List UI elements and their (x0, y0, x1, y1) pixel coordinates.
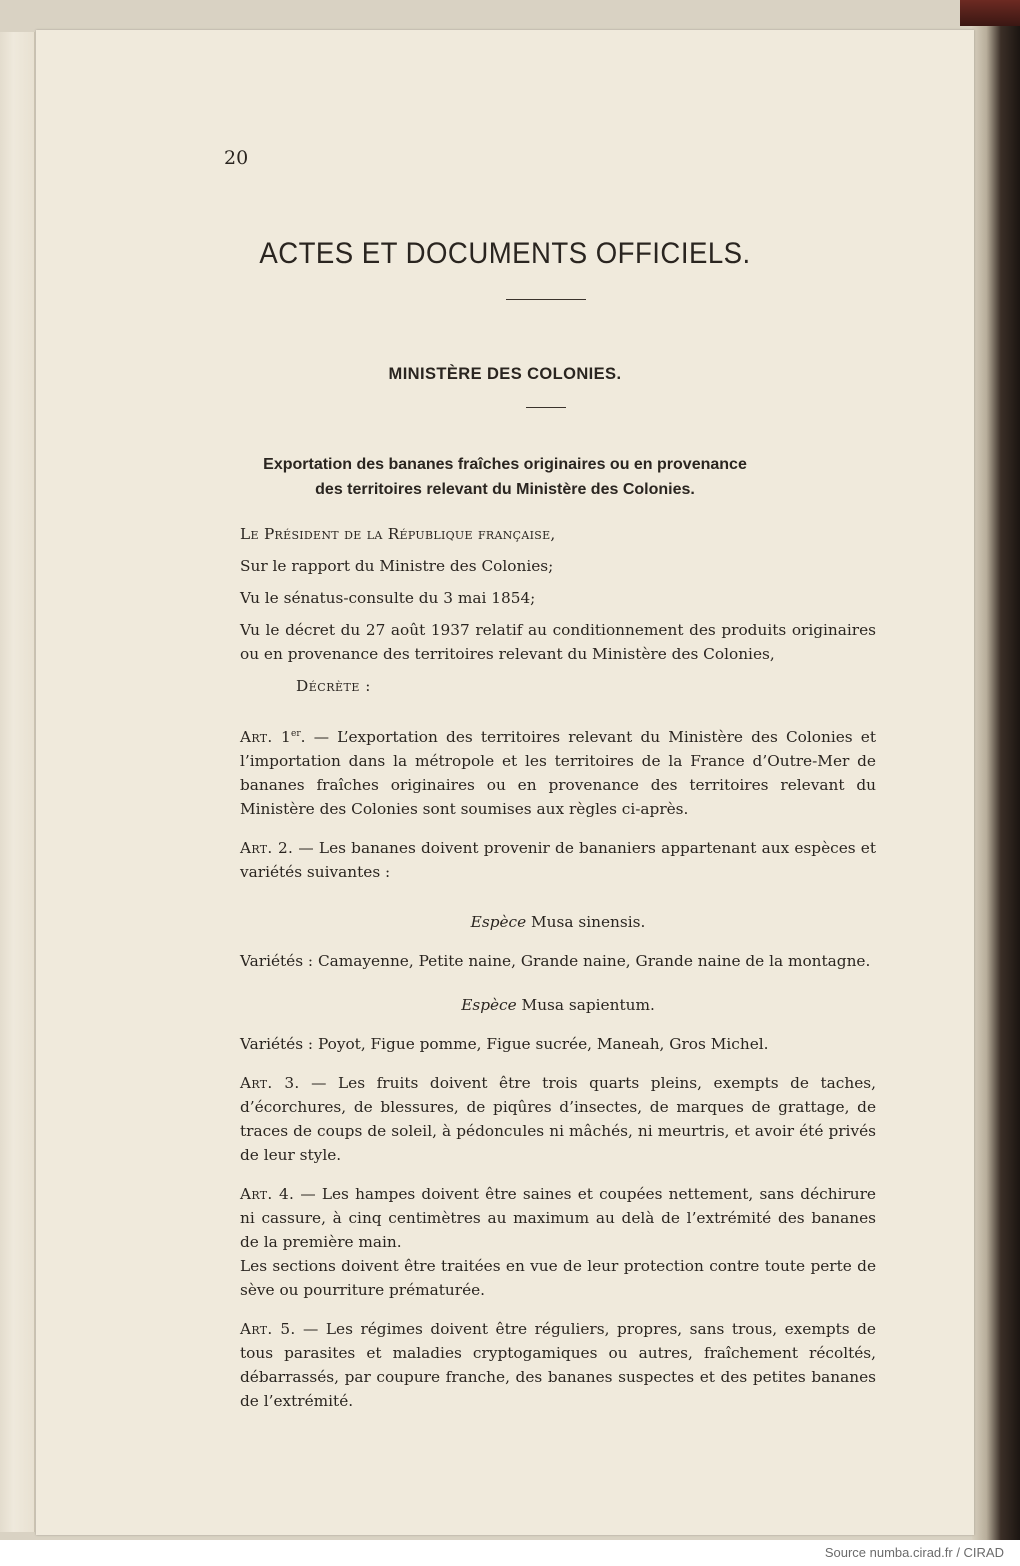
page-number: 20 (224, 147, 249, 169)
subject-line-2: des territoires relevant du Ministère des Colonies. (315, 481, 695, 498)
article-1-label: Art. 1 (240, 728, 292, 747)
article-2-text: — Les bananes doivent provenir de bananiers appartenant aux espèces et variétés suivantes : (240, 839, 876, 882)
species-1-label: Espèce (470, 913, 527, 932)
article-4-label: Art. 4. (240, 1185, 295, 1204)
article-5 (240, 1317, 876, 1413)
book-binding-edge-right (972, 0, 1020, 1540)
article-5-text: — Les régimes doivent être réguliers, propres, sans trous, exempts de tous parasites et maladies cryptogamiques ou autres, fraîchement récoltés, débarrassés, par coupure franche, des bananes suspectes et des petites bananes de l’extrémité. (240, 1320, 876, 1411)
species-2-label: Espèce (461, 996, 517, 1015)
book-cover-corner (960, 0, 1020, 26)
article-1-text: . — L’exportation des territoires relevant du Ministère des Colonies et l’importation dans la métropole et les territoires de la France d’Outre-Mer de bananes fraîches originaires ou en provenance des territoires relevant du Ministère des Colonies sont soumises aux règles ci-après. (240, 728, 876, 819)
species-1 (240, 910, 876, 934)
article-2-label: Art. 2. (240, 839, 294, 858)
article-5-label: Art. 5. (240, 1320, 296, 1339)
page-stack-edge-left (0, 32, 35, 1532)
species-2-name: Musa sapientum. (516, 996, 655, 1015)
ministry-heading: MINISTÈRE DES COLONIES. (388, 365, 622, 383)
article-3 (240, 1071, 876, 1167)
ministry-divider (526, 407, 566, 408)
article-4 (240, 1182, 876, 1254)
subject-line-1: Exportation des bananes fraîches originaires ou en provenance (263, 456, 747, 473)
species-2 (240, 993, 876, 1017)
article-1-ordinal: er (291, 729, 301, 739)
article-2 (240, 836, 876, 884)
title-divider (506, 299, 586, 300)
president-line: Le Président de la République française, (240, 525, 556, 543)
article-4-text: — Les hampes doivent être saines et coupées nettement, sans déchirure ni cassure, à cinq centimètres au maximum au delà de l’extrémité des bananes de la première main. (240, 1185, 876, 1252)
decree-subject (36, 452, 974, 502)
species-1-name: Musa sinensis. (526, 913, 646, 932)
varieties-1: Variétés : Camayenne, Petite naine, Grande naine, Grande naine de la montagne. (240, 952, 871, 971)
source-credit: Source numba.cirad.fr / CIRAD (824, 1545, 1004, 1560)
senatus-line: Vu le sénatus-consulte du 3 mai 1854; (240, 589, 536, 607)
article-3-label: Art. 3. (240, 1074, 300, 1093)
page-title: ACTES ET DOCUMENTS OFFICIELS. (259, 237, 751, 270)
varieties-2: Variétés : Poyot, Figue pomme, Figue sucrée, Maneah, Gros Michel. (240, 1035, 769, 1054)
document-page (36, 30, 974, 1535)
article-1 (240, 722, 876, 821)
article-4-paragraph-2: Les sections doivent être traitées en vue de leur protection contre toute perte de sève ou pourriture prématurée. (240, 1257, 876, 1300)
decrete-line: Décrète : (296, 677, 371, 695)
article-3-text: — Les fruits doivent être trois quarts pleins, exempts de taches, d’écorchures, de blessures, de piqûres d’insectes, de marques de grattage, de traces de coups de soleil, à pédoncules ni mâchés, ni meurtris, et avoir été privés de leur style. (240, 1074, 876, 1165)
decree-body (240, 522, 876, 1413)
rapport-line: Sur le rapport du Ministre des Colonies; (240, 557, 554, 575)
decret-paragraph: Vu le décret du 27 août 1937 relatif au conditionnement des produits originaires ou en provenance des territoires relevant du Ministère des Colonies, (240, 621, 876, 663)
